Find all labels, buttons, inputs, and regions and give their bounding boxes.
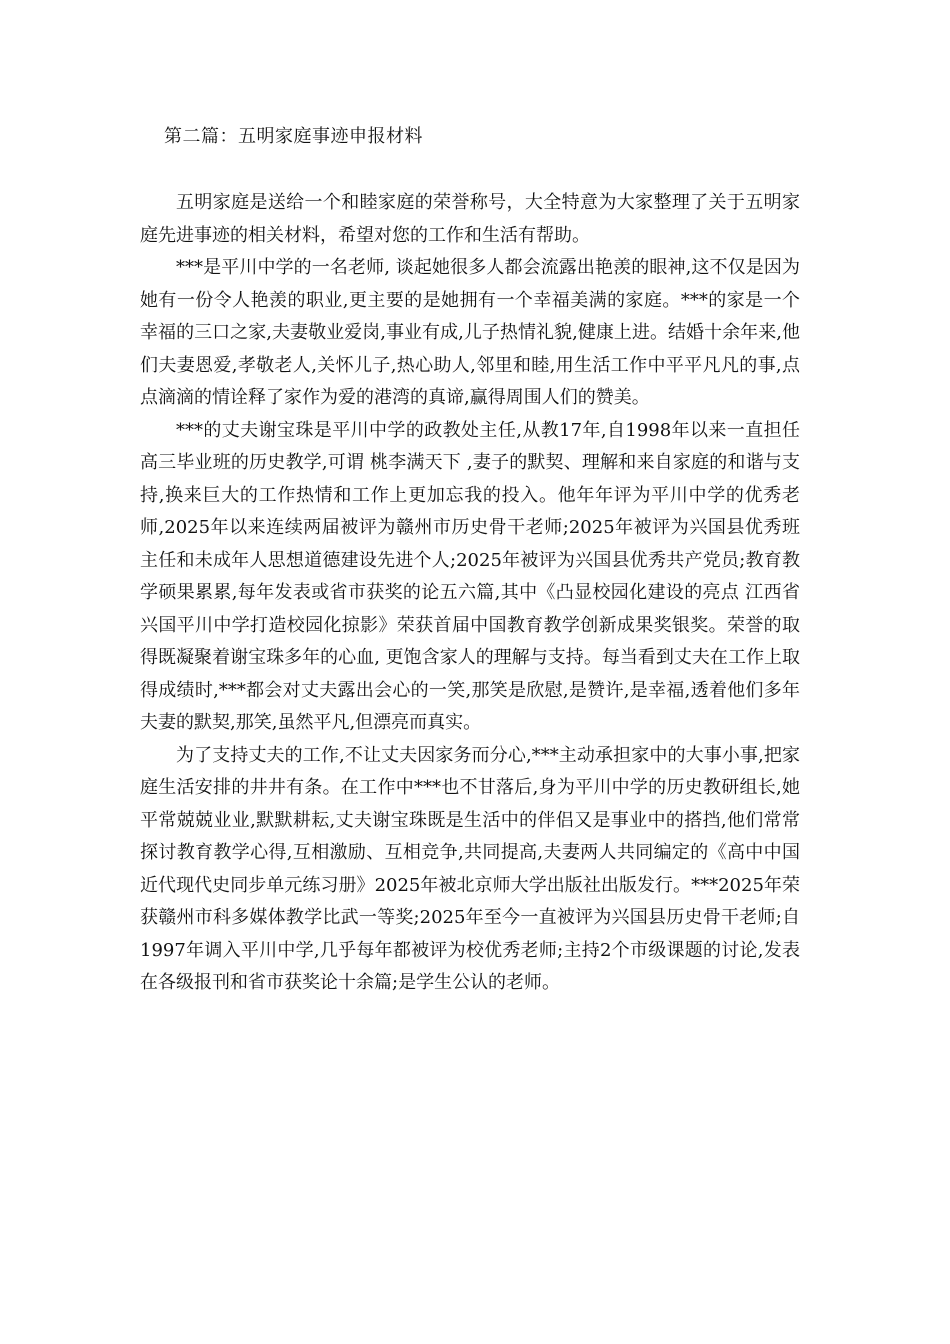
paragraph-wife: 为了支持丈夫的工作,不让丈夫因家务而分心,***主动承担家中的大事小事,把家庭生活安排的井井有条。在工作中***也不甘落后,身为平川中学的历史教研组长,她平常兢兢业业,默默耕耘,丈夫谢宝珠既是生活中的伴侣又是事业中的搭挡,他们常常探讨教育教学心得,互相激励、互相竞争,共同提高,夫妻两人共同编定的《高中中国近代现代史同步单元练习册》2025年被北京师大学出版社出版发行。***2025年荣获赣州市科多媒体教学比武一等奖;2025年至今一直被评为兴国县历史骨干老师;自1997年调入平川中学,几乎每年都被评为校优秀老师;主持2个市级课题的讨论,发表在各级报刊和省市获奖论十余篇;是学生公认的老师。 [140, 744, 800, 993]
paragraph-husband: ***的丈夫谢宝珠是平川中学的政教处主任,从教17年,自1998年以来一直担任高三毕业班的历史教学,可谓 桃李满天下 ,妻子的默契、理解和来自家庭的和谐与支持,换来巨大的工作热情和工作上更加忘我的投入。他年年评为平川中学的优秀老师,2025年以来连续两届被评为赣州市历史骨干老师;2025年被评为兴国县优秀班主任和未成年人思想道德建设先进个人;2025年被评为兴国县优秀共产党员;教育教学硕果累累,每年发表或省市获奖的论五六篇,其中《凸显校园化建设的亮点 江西省兴国平川中学打造校园化掠影》荣获首届中国教育教学创新成果奖银奖。荣誉的取得既凝聚着谢宝珠多年的心血, 更饱含家人的理解与支持。每当看到丈夫在工作上取得成绩时,***都会对丈夫露出会心的一笑,那笑是欣慰,是赞许,是幸福,透着他们多年夫妻的默契,那笑,虽然平凡,但漂亮而真实。 [140, 419, 800, 733]
paragraph-family: ***是平川中学的一名老师, 谈起她很多人都会流露出艳羡的眼神,这不仅是因为她有一份令人艳羡的职业,更主要的是她拥有一个幸福美满的家庭。***的家是一个幸福的三口之家,夫妻敬业爱岗,事业有成,儿子热情礼貌,健康上进。结婚十余年来,他们夫妻恩爱,孝敬老人,关怀儿子,热心助人,邻里和睦,用生活工作中平平凡凡的事,点点滴滴的情诠释了家作为爱的港湾的真谛,赢得周围人们的赞美。 [140, 257, 800, 408]
document-title: 第二篇：五明家庭事迹申报材料 [164, 126, 423, 147]
paragraph-intro: 五明家庭是送给一个和睦家庭的荣誉称号，大全特意为大家整理了关于五明家庭先进事迹的相关材料，希望对您的工作和生活有帮助。 [140, 192, 800, 246]
document-body [140, 187, 800, 1000]
